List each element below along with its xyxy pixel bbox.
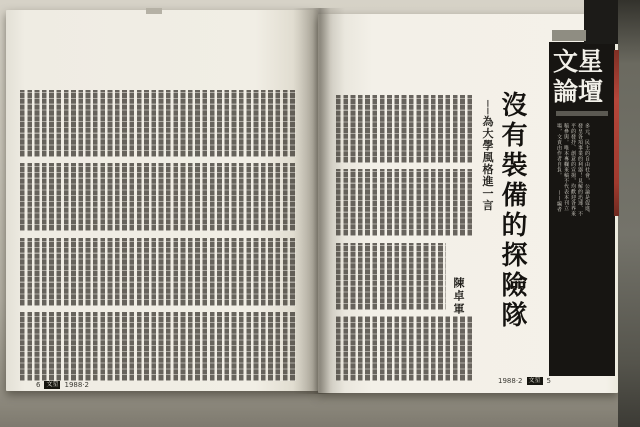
banner-title-char: 文星 [553, 47, 604, 76]
column-banner [549, 42, 615, 376]
body-text-band [336, 243, 446, 310]
right-page-footer [498, 377, 551, 385]
body-text-band [20, 163, 296, 231]
banner-divider [556, 111, 608, 116]
page-number: 6 [36, 381, 41, 389]
body-text-band [336, 169, 472, 236]
book-page-edge [618, 0, 640, 427]
issue-date: 1988·2 [64, 381, 89, 389]
article-author: 陳卓軍 [452, 277, 465, 316]
body-text-band [336, 316, 472, 381]
issue-date: 1988·2 [498, 377, 523, 385]
scan-artifact [552, 30, 586, 41]
page-number: 5 [546, 377, 551, 385]
magazine-logo: 文星 [528, 377, 541, 384]
editor-note-text: 多元、民主的自由社會，公論是促進、發皇各項事業的利器！見解的迅速、不平的發抒、創意的宣揚，均歡迎各界來稿參與。唯本專欄來稿不代表本刊立場，文責由作者自負。 [556, 123, 590, 217]
magazine-logo: 文星 [46, 381, 59, 388]
article-subtitle: ──為大學風格進一言 [481, 100, 494, 212]
book-spine-red-strip [614, 50, 619, 216]
body-text-band [20, 312, 296, 381]
editor-note [555, 123, 590, 219]
banner-title-row1 [549, 42, 615, 77]
banner-title-char: 論壇 [553, 77, 604, 106]
scan-artifact [146, 8, 162, 14]
body-text-band [20, 90, 296, 157]
page-gutter-shadow [293, 8, 345, 394]
editor-signoff: ——編者 [556, 190, 562, 213]
left-page-footer [36, 381, 89, 389]
banner-title-row2 [549, 77, 615, 107]
article-title: 沒有裝備的探險隊 [497, 91, 527, 331]
body-text-band [336, 95, 472, 163]
body-text-band [20, 238, 296, 306]
